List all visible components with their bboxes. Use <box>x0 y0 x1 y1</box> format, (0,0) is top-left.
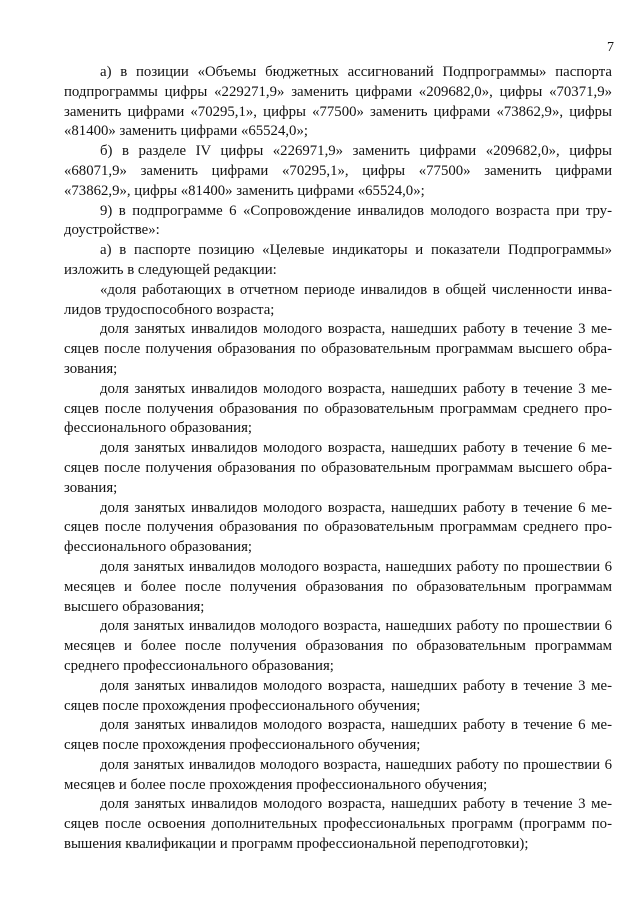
document-body <box>64 63 612 855</box>
paragraph: доля занятых инвалидов молодого возраста, нашедших работу по прошествии 6 месяцев и более после получения образования по образовательным программам высшего образования; <box>64 558 612 615</box>
paragraph: а) в позиции «Объемы бюджетных ассигнований Подпрограммы» паспорта подпрограммы цифры «229271,9» заменить цифрами «209682,0», цифры «70371,9» заменить цифрами «70295,1», цифры «77500» заменить цифрами «73862,9», цифры «81400» заменить цифрами «65524,0»; <box>64 64 612 140</box>
paragraph: «доля работающих в отчетном периоде инвалидов в общей численности инвалидов трудоспособного возраста; <box>64 281 612 318</box>
paragraph: доля занятых инвалидов молодого возраста, нашедших работу по прошествии 6 месяцев и более после получения образования по образовательным программам среднего профессионального образования; <box>64 618 612 674</box>
paragraph: а) в паспорте позицию «Целевые индикаторы и показатели Подпрограммы» изложить в следующей редакции: <box>64 242 612 278</box>
paragraph: доля занятых инвалидов молодого возраста, нашедших работу в течение 3 месяцев после освоения дополнительных профессиональных программ (программ повышения квалификации и программ профессиональной переподготовки); <box>64 796 612 853</box>
paragraph: б) в разделе IV цифры «226971,9» заменить цифрами «209682,0», цифры «68071,9» заменить цифрами «70295,1», цифры «77500» заменить цифрами «73862,9», цифры «81400» заменить цифрами «65524,0»; <box>64 143 612 199</box>
paragraph: доля занятых инвалидов молодого возраста, нашедших работу в течение 3 месяцев после получения образования по образовательным программам высшего образования; <box>64 321 612 377</box>
paragraph: 9) в подпрограмме 6 «Сопровождение инвалидов молодого возраста при трудоустройстве»: <box>64 202 612 239</box>
paragraph: доля занятых инвалидов молодого возраста, нашедших работу по прошествии 6 месяцев и более после прохождения профессионального обучения; <box>64 756 612 793</box>
paragraph: доля занятых инвалидов молодого возраста, нашедших работу в течение 6 месяцев после получения образования по образовательным программам высшего образования; <box>64 440 612 496</box>
page-number: 7 <box>607 40 614 55</box>
paragraph: доля занятых инвалидов молодого возраста, нашедших работу в течение 6 месяцев после прохождения профессионального обучения; <box>64 717 612 754</box>
paragraph: доля занятых инвалидов молодого возраста, нашедших работу в течение 3 месяцев после прохождения профессионального обучения; <box>64 677 612 714</box>
paragraph: доля занятых инвалидов молодого возраста, нашедших работу в течение 3 месяцев после получения образования по образовательным программам среднего профессионального образования; <box>64 380 612 437</box>
paragraph: доля занятых инвалидов молодого возраста, нашедших работу в течение 6 месяцев после получения образования по образовательным программам среднего профессионального образования; <box>64 499 612 556</box>
